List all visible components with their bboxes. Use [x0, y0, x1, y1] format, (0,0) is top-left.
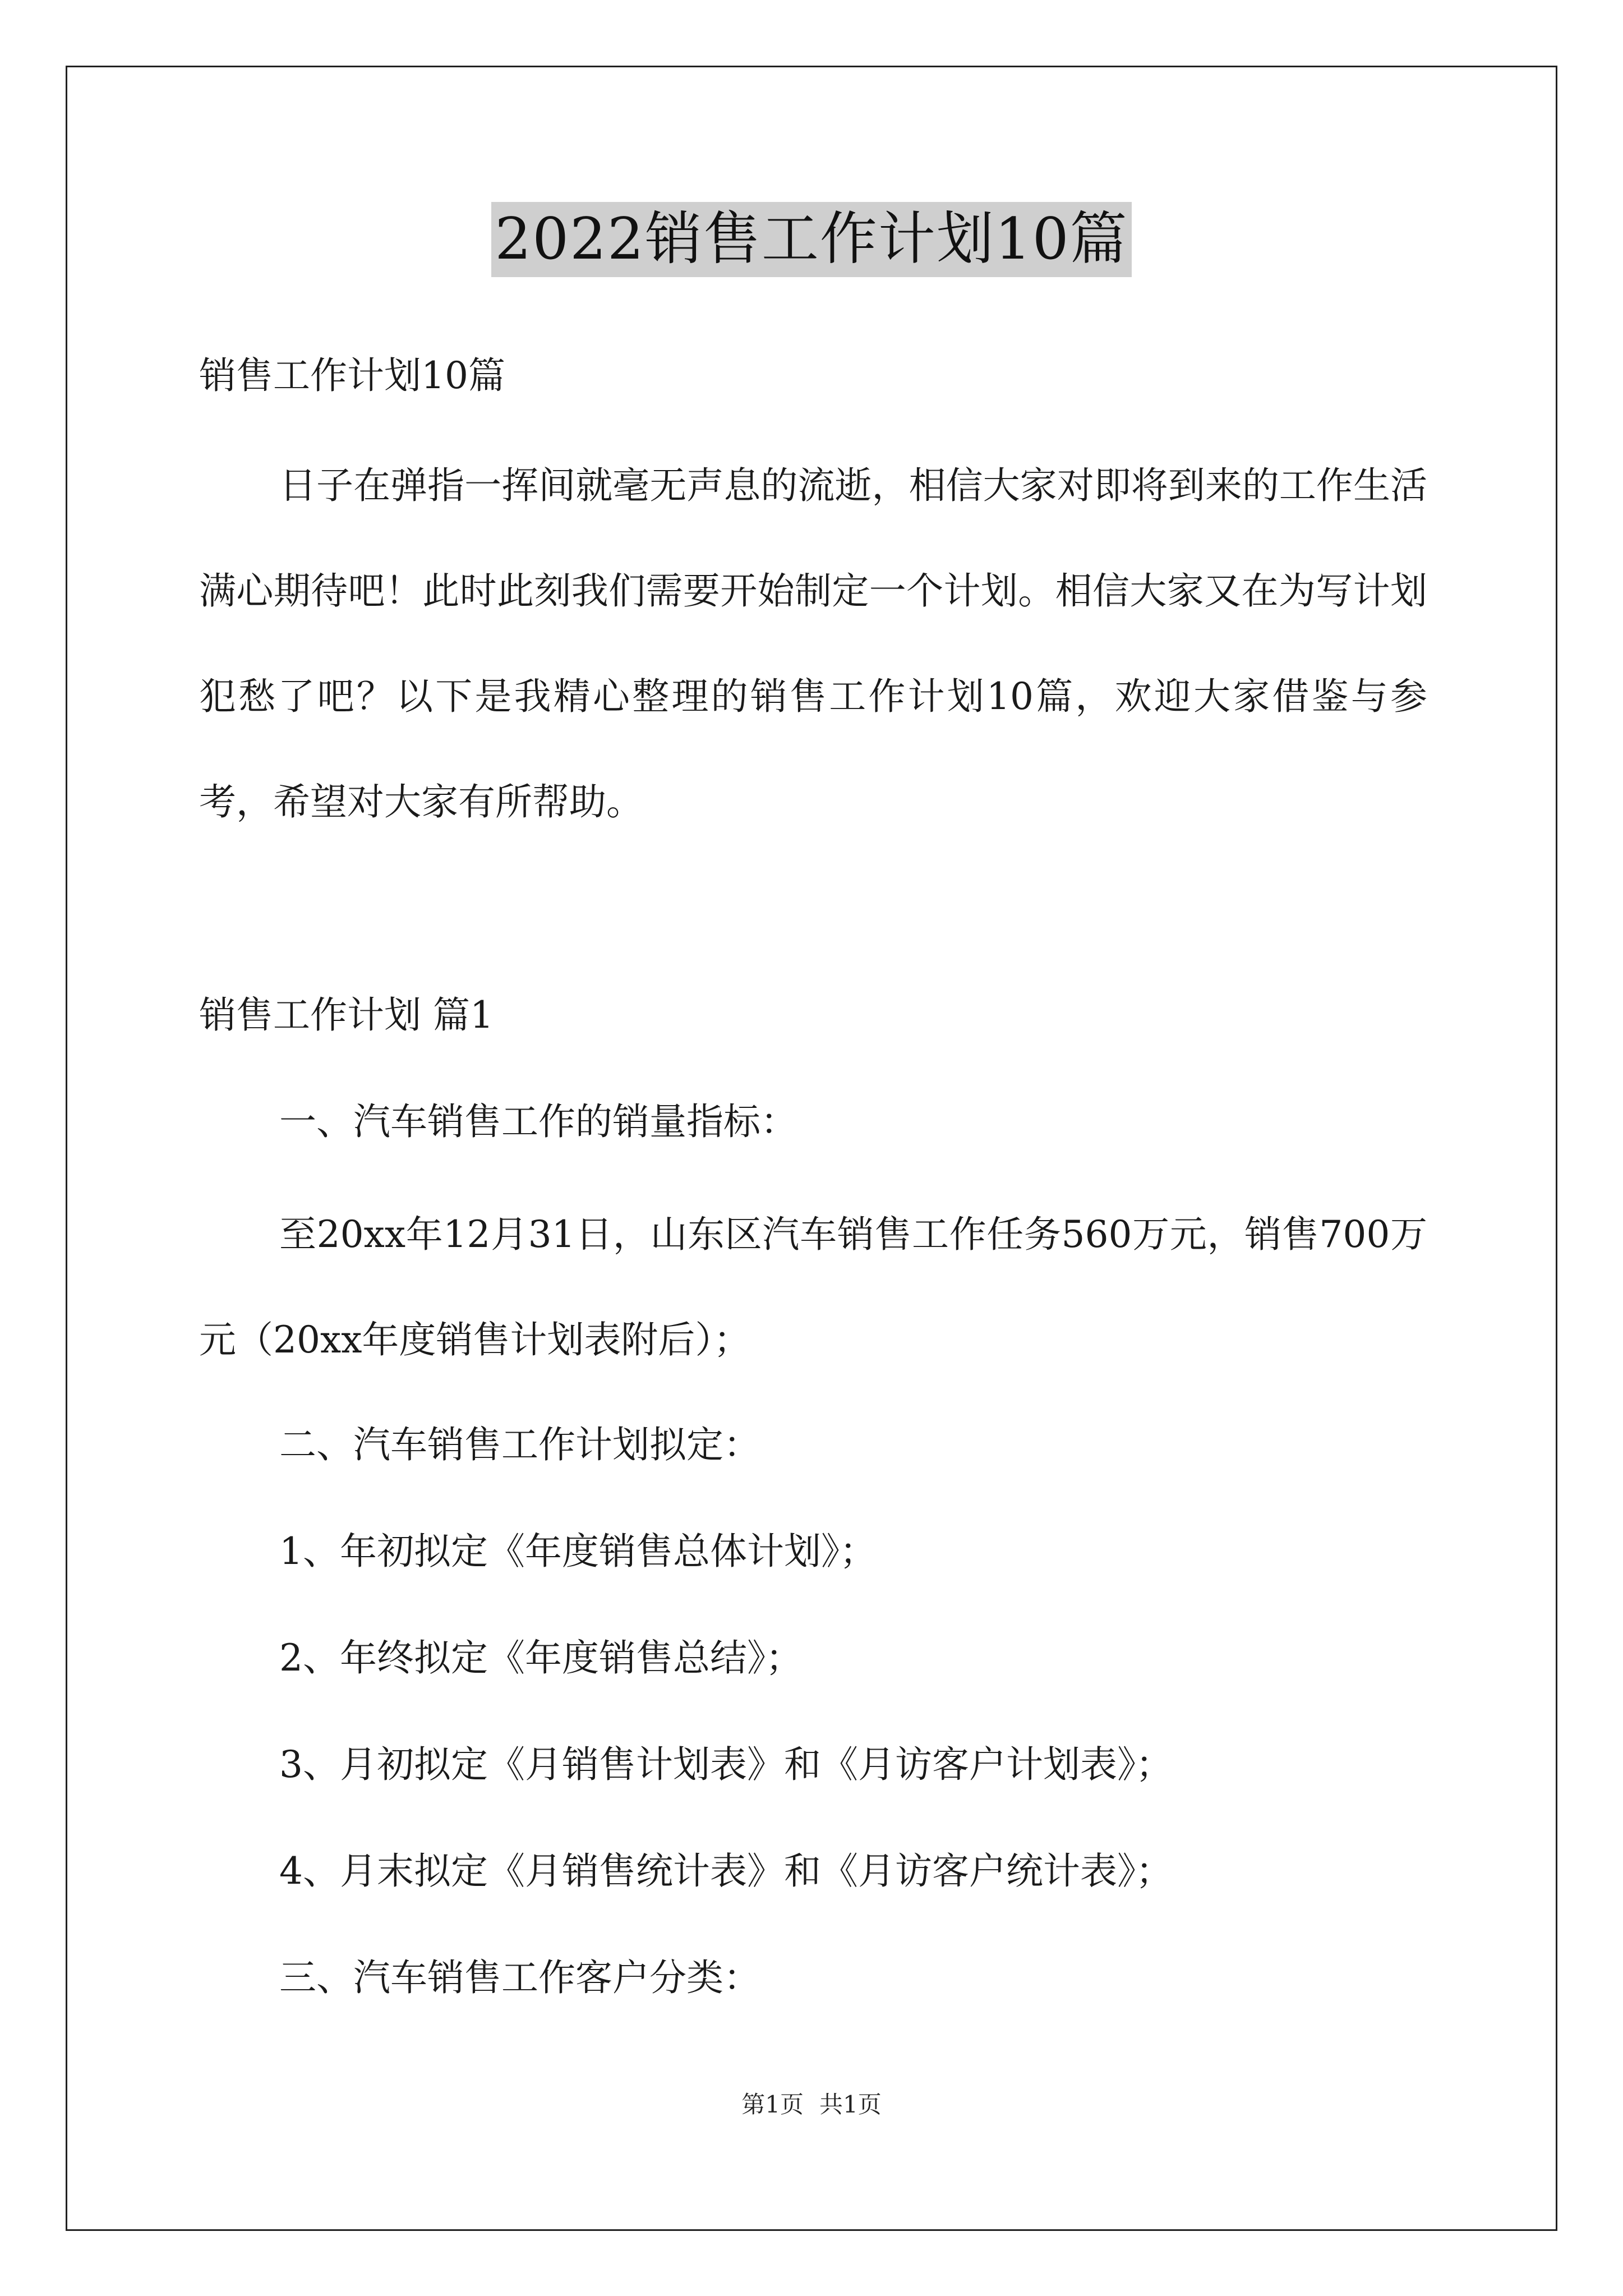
list-item: 4、月末拟定《月销售统计表》和《月访客户统计表》； [279, 1849, 1173, 1893]
heading-plan-drafting: 二、汽车销售工作计划拟定： [279, 1423, 760, 1466]
intro-paragraph: 日子在弹指一挥间就毫无声息的流逝，相信大家对即将到来的工作生活满心期待吧！此时此刻我们需要开始制定一个计划。相信大家又在为写计划犯愁了吧？以下是我精心整理的销售工作计划10篇，欢迎大家借鉴与参考，希望对大家有所帮助。 [199, 464, 1427, 823]
target-paragraph: 至20xx年12月31日，山东区汽车销售工作任务560万元，销售700万元（20xx年度销售计划表附后）； [199, 1213, 1427, 1361]
list-item: 1、年初拟定《年度销售总体计划》； [279, 1530, 877, 1573]
heading-sales-targets: 一、汽车销售工作的销量指标： [279, 1100, 797, 1143]
page-total: 共1页 [819, 2091, 882, 2118]
section-heading: 销售工作计划 篇1 [199, 993, 494, 1037]
page-footer [0, 2089, 1623, 2120]
document-title: 2022销售工作计划10篇 [491, 202, 1131, 277]
document-subtitle: 销售工作计划10篇 [199, 354, 505, 397]
title-container [0, 202, 1623, 277]
page-number: 第1页 [741, 2091, 804, 2118]
list-item: 2、年终拟定《年度销售总结》； [279, 1636, 803, 1680]
heading-customer-classification: 三、汽车销售工作客户分类： [279, 1956, 760, 1999]
list-item: 3、月初拟定《月销售计划表》和《月访客户计划表》； [279, 1743, 1173, 1786]
